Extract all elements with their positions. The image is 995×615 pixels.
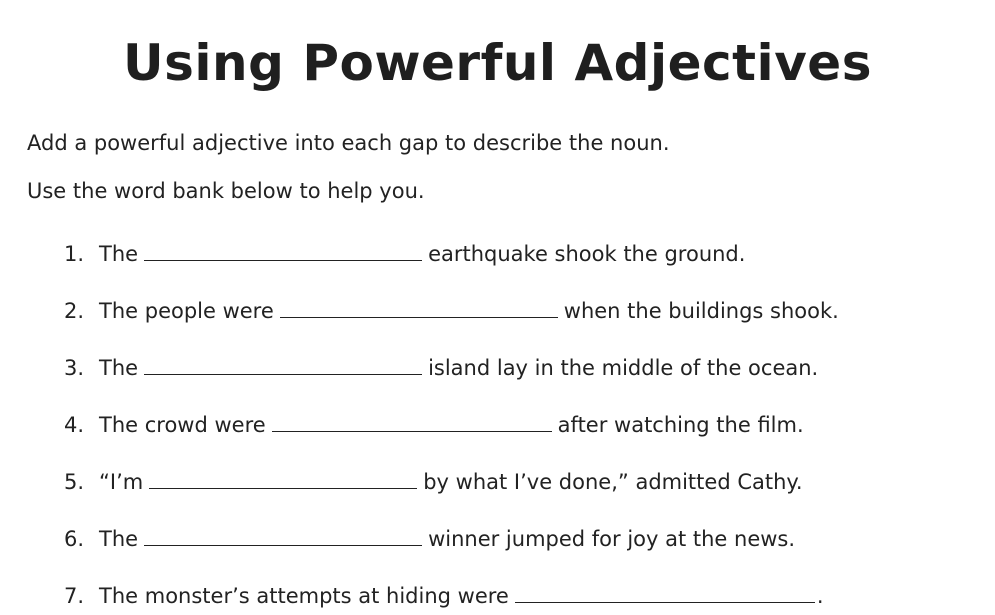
question-text-before: The crowd were	[99, 413, 266, 437]
question-text-after: earthquake shook the ground.	[428, 242, 746, 266]
question-text-before: “I’m	[99, 470, 144, 494]
question-item	[64, 521, 795, 551]
question-text-before: The	[99, 242, 139, 266]
answer-blank[interactable]	[280, 295, 558, 318]
question-item	[64, 350, 818, 380]
page-title: Using Powerful Adjectives	[123, 34, 872, 92]
question-item	[64, 578, 824, 608]
question-text-after: after watching the film.	[557, 413, 804, 437]
answer-blank[interactable]	[272, 409, 552, 432]
question-item	[64, 407, 804, 437]
question-number: 4.	[64, 413, 85, 437]
question-text-before: The	[99, 527, 139, 551]
answer-blank[interactable]	[144, 523, 422, 546]
question-text-after: when the buildings shook.	[563, 299, 839, 323]
question-number: 2.	[64, 299, 85, 323]
question-number: 5.	[64, 470, 85, 494]
question-text-before: The monster’s attempts at hiding were	[99, 584, 509, 608]
question-text-before: The	[99, 356, 139, 380]
instruction-line: Add a powerful adjective into each gap to describe the noun.	[27, 131, 670, 155]
answer-blank[interactable]	[515, 580, 815, 603]
question-item	[64, 236, 745, 266]
question-text-after: winner jumped for joy at the news.	[428, 527, 796, 551]
question-item	[64, 293, 839, 323]
question-text-after: .	[816, 584, 824, 608]
instruction-line: Use the word bank below to help you.	[27, 179, 425, 203]
question-item	[64, 464, 803, 494]
question-text-before: The people were	[99, 299, 274, 323]
answer-blank[interactable]	[149, 466, 417, 489]
answer-blank[interactable]	[144, 238, 422, 261]
question-text-after: by what I’ve done,” admitted Cathy.	[423, 470, 803, 494]
question-number: 1.	[64, 242, 85, 266]
question-number: 6.	[64, 527, 85, 551]
answer-blank[interactable]	[144, 352, 422, 375]
question-number: 7.	[64, 584, 85, 608]
question-number: 3.	[64, 356, 85, 380]
question-text-after: island lay in the middle of the ocean.	[428, 356, 819, 380]
